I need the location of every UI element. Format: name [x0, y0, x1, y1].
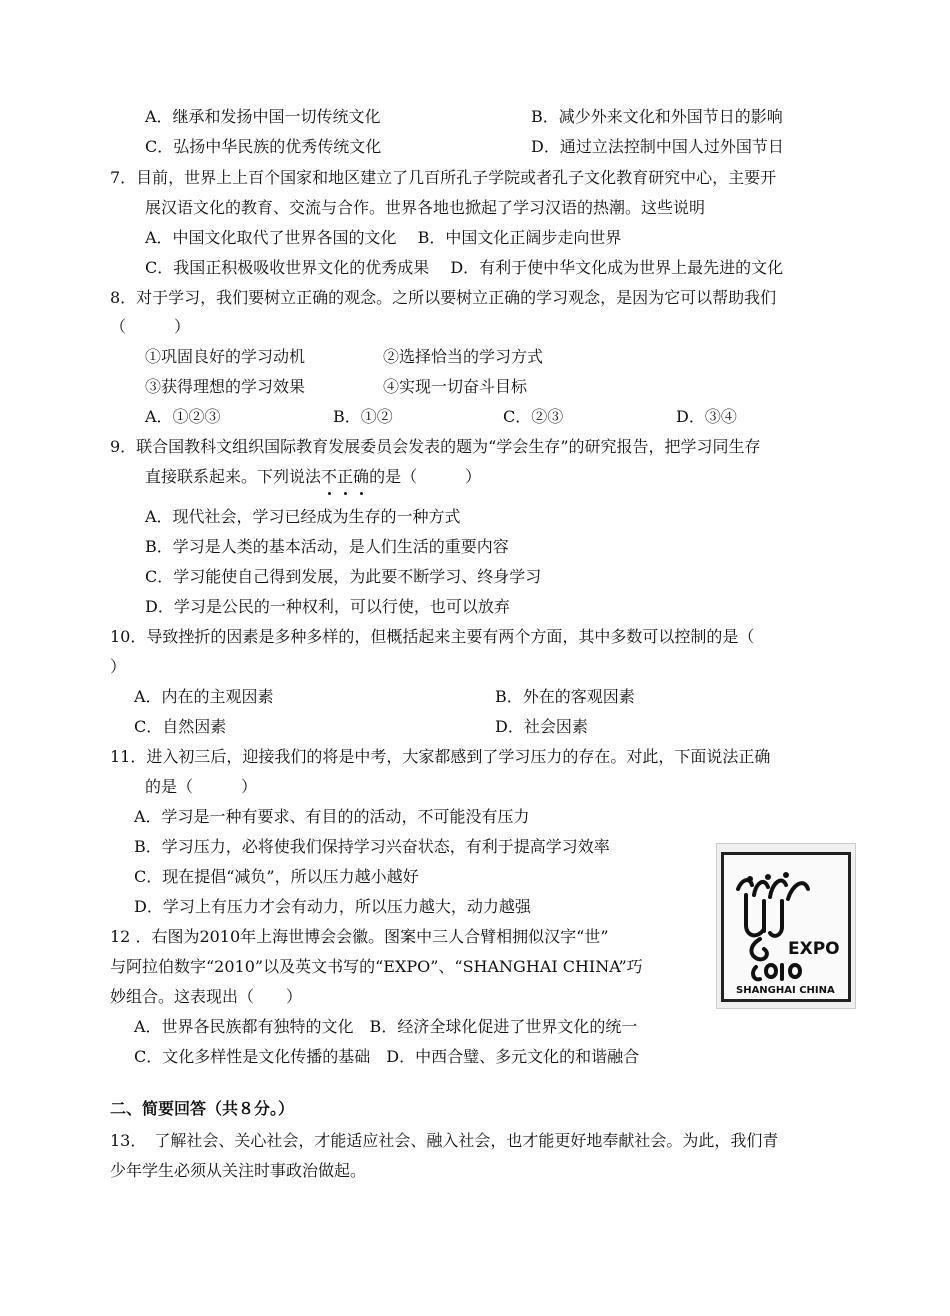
q12-stem-line-2: 与阿拉伯数字“2010”以及英文书写的“EXPO”、“SHANGHAI CHINA”巧 — [110, 957, 643, 976]
q6-option-c: C．弘扬中华民族的优秀传统文化 — [145, 137, 382, 156]
q9-option-b: B．学习是人类的基本活动，是人们生活的重要内容 — [145, 537, 509, 556]
q9-stem-line-1: 9．联合国教科文组织国际教育发展委员会发表的题为“学会生存”的研究报告，把学习同生存 — [110, 437, 761, 456]
q8-stem-line-1: 8．对于学习，我们要树立正确的观念。之所以要树立正确的学习观念，是因为它可以帮助我们 — [110, 288, 777, 307]
q8-option-c: C．②③ — [503, 407, 564, 426]
q8-option-d: D．③④ — [676, 407, 737, 426]
q9-stem-pre: 直接联系起来。下列说法 — [145, 467, 322, 486]
expo-emblem-figure-icon — [724, 855, 848, 999]
q8-item-4: ④实现一切奋斗目标 — [383, 377, 528, 396]
q8-item-2: ②选择恰当的学习方式 — [383, 347, 544, 366]
section-2-heading: 二、简要回答（共８分。） — [110, 1099, 295, 1118]
q8-item-1: ①巩固良好的学习动机 — [145, 347, 306, 366]
q10-stem-line-2: ） — [110, 657, 127, 676]
q12-stem-line-1: 12 ．右图为2010年上海世博会会徽。图案中三人合臂相拥似汉字“世” — [110, 927, 609, 946]
q10-option-a: A．内在的主观因素 — [134, 687, 274, 706]
q9-option-a: A．现代社会，学习已经成为生存的一种方式 — [145, 507, 461, 526]
q9-emphasis-char-2: 正 — [337, 467, 354, 486]
q12-options-ab: A．世界各民族都有独特的文化 B．经济全球化促进了世界文化的统一 — [134, 1017, 638, 1036]
q8-stem-line-2: （ ） — [110, 317, 191, 336]
q9-emphasis-char-1: 不 — [321, 467, 338, 486]
q7-options-cd: C．我国正积极吸收世界文化的优秀成果 D．有利于使中华文化成为世界上最先进的文化 — [145, 258, 784, 277]
q6-option-a: A．继承和发扬中国一切传统文化 — [145, 107, 381, 126]
q11-stem-line-2: 的是（ ） — [145, 777, 258, 796]
expo-2010-emblem-image — [716, 843, 856, 1009]
q7-options-ab: A．中国文化取代了世界各国的文化 B．中国文化正阔步走向世界 — [145, 228, 622, 247]
q7-stem-line-1: 7．目前，世界上上百个国家和地区建立了几百所孔子学院或者孔子文化教育研究中心，主要开 — [110, 168, 777, 187]
q12-stem-line-3: 妙组合。这表现出（ ） — [110, 987, 303, 1006]
q9-option-c: C．学习能使自己得到发展，为此要不断学习、终身学习 — [145, 567, 542, 586]
q9-stem-line-2 — [145, 466, 481, 488]
q10-option-b: B．外在的客观因素 — [495, 687, 635, 706]
q10-option-d: D．社会因素 — [495, 717, 588, 736]
q8-item-3: ③获得理想的学习效果 — [145, 377, 306, 396]
shanghai-china-logo-text: SHANGHAI CHINA — [736, 985, 835, 996]
q6-option-d: D．通过立法控制中国人过外国节日 — [531, 137, 784, 156]
q8-option-b: B．①② — [333, 407, 393, 426]
q11-option-b: B．学习压力，必将使我们保持学习兴奋状态，有利于提高学习效率 — [134, 837, 610, 856]
q9-stem-post: 的是（ ） — [369, 467, 482, 486]
q6-option-b: B．减少外来文化和外国节日的影响 — [531, 107, 783, 126]
q11-stem-line-1: 11．进入初三后，迎接我们的将是中考，大家都感到了学习压力的存在。对此，下面说法正确 — [110, 747, 771, 766]
q11-option-d: D．学习上有压力才会有动力，所以压力越大，动力越强 — [134, 897, 531, 916]
q12-options-cd: C．文化多样性是文化传播的基础 D．中西合璧、多元文化的和谐融合 — [134, 1047, 640, 1066]
q13-stem-line-1: 13． 了解社会、关心社会，才能适应社会、融入社会，也才能更好地奉献社会。为此，我们青 — [110, 1131, 779, 1150]
q7-stem-line-2: 展汉语文化的教育、交流与合作。世界各地也掀起了学习汉语的热潮。这些说明 — [145, 198, 706, 217]
q10-stem-line-1: 10．导致挫折的因素是多种多样的，但概括起来主要有两个方面，其中多数可以控制的是（ — [110, 627, 755, 646]
q10-option-c: C．自然因素 — [134, 717, 227, 736]
q9-option-d: D．学习是公民的一种权利，可以行使，也可以放弃 — [145, 597, 510, 616]
q11-option-a: A．学习是一种有要求、有目的的活动，不可能没有压力 — [134, 807, 530, 826]
q11-option-c: C．现在提倡“减负”，所以压力越小越好 — [134, 867, 419, 886]
q13-stem-line-2: 少年学生必须从关注时事政治做起。 — [110, 1161, 367, 1180]
expo-logo-text: EXPO — [788, 939, 840, 959]
expo-emblem-frame — [721, 852, 851, 1002]
q9-emphasis-char-3: 确 — [353, 467, 370, 486]
q8-option-a: A．①②③ — [145, 407, 221, 426]
